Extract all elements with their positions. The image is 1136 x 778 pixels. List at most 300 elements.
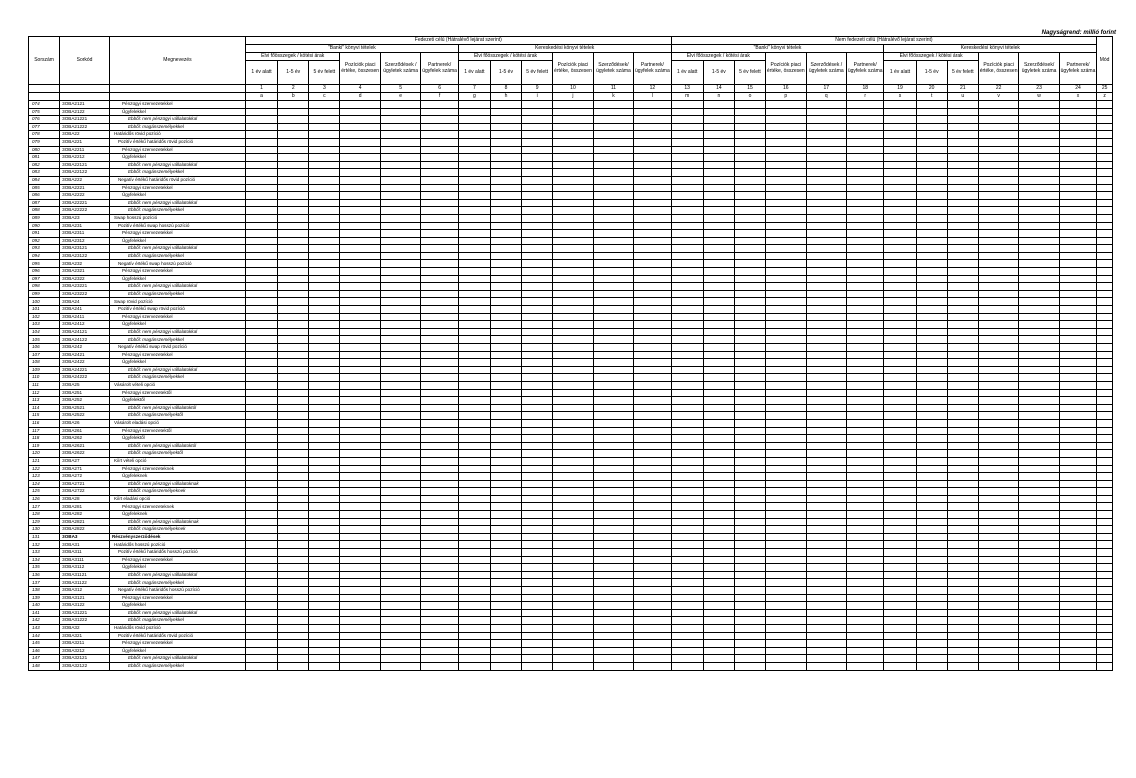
value-cell[interactable]	[916, 457, 947, 465]
value-cell[interactable]	[916, 245, 947, 253]
value-cell[interactable]	[947, 138, 978, 146]
value-cell[interactable]	[522, 131, 553, 139]
value-cell[interactable]	[947, 214, 978, 222]
value-cell[interactable]	[553, 412, 593, 420]
value-cell[interactable]	[916, 146, 947, 154]
value-cell[interactable]	[1059, 321, 1096, 329]
value-cell[interactable]	[490, 571, 521, 579]
value-cell[interactable]	[593, 199, 633, 207]
value-cell[interactable]	[847, 457, 884, 465]
value-cell[interactable]	[340, 662, 380, 670]
value-cell[interactable]	[553, 374, 593, 382]
value-cell[interactable]	[340, 207, 380, 215]
value-cell[interactable]	[458, 290, 490, 298]
value-cell[interactable]	[309, 435, 340, 443]
value-cell[interactable]	[671, 344, 703, 352]
value-cell[interactable]	[847, 511, 884, 519]
value-cell[interactable]	[278, 131, 309, 139]
value-cell[interactable]	[847, 351, 884, 359]
value-cell[interactable]	[380, 503, 420, 511]
value-cell[interactable]	[671, 609, 703, 617]
value-cell[interactable]	[278, 624, 309, 632]
value-cell[interactable]	[947, 450, 978, 458]
value-cell[interactable]	[916, 435, 947, 443]
value-cell[interactable]	[309, 268, 340, 276]
value-cell[interactable]	[766, 154, 806, 162]
value-cell[interactable]	[947, 435, 978, 443]
value-cell[interactable]	[947, 495, 978, 503]
value-cell[interactable]	[553, 465, 593, 473]
value-cell[interactable]	[847, 101, 884, 109]
value-cell[interactable]	[1097, 571, 1113, 579]
value-cell[interactable]	[806, 465, 846, 473]
value-cell[interactable]	[593, 465, 633, 473]
value-cell[interactable]	[847, 381, 884, 389]
value-cell[interactable]	[847, 192, 884, 200]
value-cell[interactable]	[884, 290, 916, 298]
value-cell[interactable]	[806, 321, 846, 329]
value-cell[interactable]	[458, 480, 490, 488]
value-cell[interactable]	[806, 571, 846, 579]
value-cell[interactable]	[553, 617, 593, 625]
value-cell[interactable]	[278, 321, 309, 329]
value-cell[interactable]	[593, 245, 633, 253]
value-cell[interactable]	[309, 298, 340, 306]
value-cell[interactable]	[380, 427, 420, 435]
value-cell[interactable]	[634, 655, 671, 663]
value-cell[interactable]	[884, 579, 916, 587]
value-cell[interactable]	[309, 488, 340, 496]
value-cell[interactable]	[380, 602, 420, 610]
value-cell[interactable]	[309, 230, 340, 238]
value-cell[interactable]	[766, 275, 806, 283]
value-cell[interactable]	[522, 457, 553, 465]
value-cell[interactable]	[245, 176, 277, 184]
value-cell[interactable]	[553, 549, 593, 557]
value-cell[interactable]	[671, 541, 703, 549]
value-cell[interactable]	[421, 351, 458, 359]
value-cell[interactable]	[1019, 237, 1059, 245]
value-cell[interactable]	[806, 138, 846, 146]
value-cell[interactable]	[421, 404, 458, 412]
value-cell[interactable]	[380, 328, 420, 336]
value-cell[interactable]	[671, 336, 703, 344]
value-cell[interactable]	[593, 138, 633, 146]
value-cell[interactable]	[634, 275, 671, 283]
value-cell[interactable]	[380, 533, 420, 541]
value-cell[interactable]	[522, 579, 553, 587]
value-cell[interactable]	[916, 268, 947, 276]
value-cell[interactable]	[553, 222, 593, 230]
value-cell[interactable]	[309, 381, 340, 389]
value-cell[interactable]	[884, 389, 916, 397]
value-cell[interactable]	[278, 374, 309, 382]
value-cell[interactable]	[1059, 366, 1096, 374]
value-cell[interactable]	[380, 321, 420, 329]
value-cell[interactable]	[278, 298, 309, 306]
value-cell[interactable]	[380, 404, 420, 412]
value-cell[interactable]	[309, 154, 340, 162]
value-cell[interactable]	[766, 556, 806, 564]
value-cell[interactable]	[703, 541, 734, 549]
value-cell[interactable]	[978, 541, 1018, 549]
value-cell[interactable]	[806, 662, 846, 670]
value-cell[interactable]	[1059, 427, 1096, 435]
value-cell[interactable]	[703, 290, 734, 298]
value-cell[interactable]	[490, 503, 521, 511]
value-cell[interactable]	[309, 306, 340, 314]
value-cell[interactable]	[1019, 503, 1059, 511]
value-cell[interactable]	[458, 594, 490, 602]
value-cell[interactable]	[916, 511, 947, 519]
value-cell[interactable]	[380, 298, 420, 306]
value-cell[interactable]	[734, 640, 765, 648]
value-cell[interactable]	[1019, 442, 1059, 450]
value-cell[interactable]	[1059, 457, 1096, 465]
value-cell[interactable]	[703, 662, 734, 670]
value-cell[interactable]	[278, 602, 309, 610]
value-cell[interactable]	[806, 374, 846, 382]
value-cell[interactable]	[458, 640, 490, 648]
value-cell[interactable]	[734, 556, 765, 564]
value-cell[interactable]	[806, 268, 846, 276]
value-cell[interactable]	[522, 465, 553, 473]
value-cell[interactable]	[380, 230, 420, 238]
value-cell[interactable]	[734, 268, 765, 276]
value-cell[interactable]	[884, 252, 916, 260]
value-cell[interactable]	[766, 328, 806, 336]
value-cell[interactable]	[703, 245, 734, 253]
value-cell[interactable]	[380, 131, 420, 139]
value-cell[interactable]	[309, 245, 340, 253]
value-cell[interactable]	[978, 169, 1018, 177]
value-cell[interactable]	[671, 480, 703, 488]
value-cell[interactable]	[421, 624, 458, 632]
value-cell[interactable]	[978, 640, 1018, 648]
value-cell[interactable]	[884, 161, 916, 169]
value-cell[interactable]	[806, 351, 846, 359]
value-cell[interactable]	[553, 640, 593, 648]
value-cell[interactable]	[634, 556, 671, 564]
value-cell[interactable]	[978, 662, 1018, 670]
value-cell[interactable]	[734, 298, 765, 306]
value-cell[interactable]	[1097, 549, 1113, 557]
value-cell[interactable]	[490, 640, 521, 648]
value-cell[interactable]	[847, 214, 884, 222]
value-cell[interactable]	[309, 116, 340, 124]
value-cell[interactable]	[916, 465, 947, 473]
value-cell[interactable]	[458, 556, 490, 564]
value-cell[interactable]	[1019, 306, 1059, 314]
value-cell[interactable]	[884, 237, 916, 245]
value-cell[interactable]	[245, 495, 277, 503]
value-cell[interactable]	[766, 655, 806, 663]
value-cell[interactable]	[458, 359, 490, 367]
value-cell[interactable]	[380, 184, 420, 192]
value-cell[interactable]	[884, 222, 916, 230]
value-cell[interactable]	[703, 230, 734, 238]
value-cell[interactable]	[1097, 381, 1113, 389]
value-cell[interactable]	[593, 404, 633, 412]
value-cell[interactable]	[245, 533, 277, 541]
value-cell[interactable]	[634, 503, 671, 511]
value-cell[interactable]	[634, 214, 671, 222]
value-cell[interactable]	[634, 374, 671, 382]
value-cell[interactable]	[671, 283, 703, 291]
value-cell[interactable]	[703, 237, 734, 245]
value-cell[interactable]	[340, 465, 380, 473]
value-cell[interactable]	[1019, 655, 1059, 663]
value-cell[interactable]	[421, 640, 458, 648]
value-cell[interactable]	[671, 632, 703, 640]
value-cell[interactable]	[884, 662, 916, 670]
value-cell[interactable]	[671, 108, 703, 116]
value-cell[interactable]	[703, 260, 734, 268]
value-cell[interactable]	[490, 260, 521, 268]
value-cell[interactable]	[703, 480, 734, 488]
value-cell[interactable]	[884, 214, 916, 222]
value-cell[interactable]	[916, 609, 947, 617]
value-cell[interactable]	[978, 176, 1018, 184]
value-cell[interactable]	[278, 116, 309, 124]
value-cell[interactable]	[593, 549, 633, 557]
value-cell[interactable]	[380, 450, 420, 458]
value-cell[interactable]	[278, 389, 309, 397]
value-cell[interactable]	[671, 624, 703, 632]
value-cell[interactable]	[340, 526, 380, 534]
value-cell[interactable]	[884, 511, 916, 519]
value-cell[interactable]	[978, 222, 1018, 230]
value-cell[interactable]	[703, 389, 734, 397]
value-cell[interactable]	[1019, 397, 1059, 405]
value-cell[interactable]	[978, 617, 1018, 625]
value-cell[interactable]	[1019, 457, 1059, 465]
value-cell[interactable]	[245, 101, 277, 109]
value-cell[interactable]	[1059, 511, 1096, 519]
value-cell[interactable]	[593, 518, 633, 526]
value-cell[interactable]	[380, 647, 420, 655]
value-cell[interactable]	[806, 624, 846, 632]
value-cell[interactable]	[947, 252, 978, 260]
value-cell[interactable]	[421, 131, 458, 139]
value-cell[interactable]	[593, 647, 633, 655]
value-cell[interactable]	[916, 594, 947, 602]
value-cell[interactable]	[884, 101, 916, 109]
value-cell[interactable]	[806, 192, 846, 200]
value-cell[interactable]	[245, 442, 277, 450]
value-cell[interactable]	[490, 655, 521, 663]
value-cell[interactable]	[671, 412, 703, 420]
value-cell[interactable]	[884, 556, 916, 564]
value-cell[interactable]	[766, 564, 806, 572]
value-cell[interactable]	[734, 397, 765, 405]
value-cell[interactable]	[278, 154, 309, 162]
value-cell[interactable]	[884, 306, 916, 314]
value-cell[interactable]	[421, 252, 458, 260]
value-cell[interactable]	[634, 427, 671, 435]
value-cell[interactable]	[703, 640, 734, 648]
value-cell[interactable]	[309, 587, 340, 595]
value-cell[interactable]	[278, 290, 309, 298]
value-cell[interactable]	[490, 328, 521, 336]
value-cell[interactable]	[553, 541, 593, 549]
value-cell[interactable]	[947, 116, 978, 124]
value-cell[interactable]	[884, 374, 916, 382]
value-cell[interactable]	[947, 602, 978, 610]
value-cell[interactable]	[245, 647, 277, 655]
value-cell[interactable]	[634, 412, 671, 420]
value-cell[interactable]	[806, 245, 846, 253]
value-cell[interactable]	[1019, 108, 1059, 116]
value-cell[interactable]	[884, 313, 916, 321]
value-cell[interactable]	[1059, 412, 1096, 420]
value-cell[interactable]	[1097, 268, 1113, 276]
value-cell[interactable]	[1059, 108, 1096, 116]
value-cell[interactable]	[734, 564, 765, 572]
value-cell[interactable]	[766, 594, 806, 602]
value-cell[interactable]	[703, 344, 734, 352]
value-cell[interactable]	[734, 192, 765, 200]
value-cell[interactable]	[245, 480, 277, 488]
value-cell[interactable]	[1097, 169, 1113, 177]
value-cell[interactable]	[947, 480, 978, 488]
value-cell[interactable]	[380, 199, 420, 207]
value-cell[interactable]	[458, 146, 490, 154]
value-cell[interactable]	[978, 214, 1018, 222]
value-cell[interactable]	[734, 169, 765, 177]
value-cell[interactable]	[734, 571, 765, 579]
value-cell[interactable]	[884, 541, 916, 549]
value-cell[interactable]	[245, 138, 277, 146]
value-cell[interactable]	[553, 298, 593, 306]
value-cell[interactable]	[1019, 541, 1059, 549]
value-cell[interactable]	[421, 526, 458, 534]
value-cell[interactable]	[340, 138, 380, 146]
value-cell[interactable]	[309, 101, 340, 109]
value-cell[interactable]	[634, 146, 671, 154]
value-cell[interactable]	[884, 640, 916, 648]
value-cell[interactable]	[703, 419, 734, 427]
value-cell[interactable]	[703, 647, 734, 655]
value-cell[interactable]	[490, 518, 521, 526]
value-cell[interactable]	[309, 138, 340, 146]
value-cell[interactable]	[1059, 252, 1096, 260]
value-cell[interactable]	[1059, 161, 1096, 169]
value-cell[interactable]	[766, 214, 806, 222]
value-cell[interactable]	[421, 556, 458, 564]
value-cell[interactable]	[1019, 624, 1059, 632]
value-cell[interactable]	[1019, 374, 1059, 382]
value-cell[interactable]	[766, 632, 806, 640]
value-cell[interactable]	[734, 533, 765, 541]
value-cell[interactable]	[847, 473, 884, 481]
value-cell[interactable]	[1059, 632, 1096, 640]
value-cell[interactable]	[490, 199, 521, 207]
value-cell[interactable]	[806, 313, 846, 321]
value-cell[interactable]	[884, 571, 916, 579]
value-cell[interactable]	[1019, 404, 1059, 412]
value-cell[interactable]	[916, 617, 947, 625]
value-cell[interactable]	[916, 602, 947, 610]
value-cell[interactable]	[553, 230, 593, 238]
value-cell[interactable]	[1097, 146, 1113, 154]
value-cell[interactable]	[947, 549, 978, 557]
value-cell[interactable]	[278, 419, 309, 427]
value-cell[interactable]	[421, 549, 458, 557]
value-cell[interactable]	[947, 404, 978, 412]
value-cell[interactable]	[671, 427, 703, 435]
value-cell[interactable]	[671, 313, 703, 321]
value-cell[interactable]	[1097, 207, 1113, 215]
value-cell[interactable]	[380, 511, 420, 519]
value-cell[interactable]	[806, 579, 846, 587]
value-cell[interactable]	[806, 381, 846, 389]
value-cell[interactable]	[1097, 108, 1113, 116]
value-cell[interactable]	[847, 252, 884, 260]
value-cell[interactable]	[806, 283, 846, 291]
value-cell[interactable]	[458, 609, 490, 617]
value-cell[interactable]	[916, 116, 947, 124]
value-cell[interactable]	[522, 237, 553, 245]
value-cell[interactable]	[421, 488, 458, 496]
value-cell[interactable]	[847, 222, 884, 230]
value-cell[interactable]	[847, 624, 884, 632]
value-cell[interactable]	[553, 526, 593, 534]
value-cell[interactable]	[806, 328, 846, 336]
value-cell[interactable]	[1059, 564, 1096, 572]
value-cell[interactable]	[245, 359, 277, 367]
value-cell[interactable]	[309, 313, 340, 321]
value-cell[interactable]	[380, 283, 420, 291]
value-cell[interactable]	[458, 632, 490, 640]
value-cell[interactable]	[340, 260, 380, 268]
value-cell[interactable]	[309, 617, 340, 625]
value-cell[interactable]	[978, 442, 1018, 450]
value-cell[interactable]	[245, 207, 277, 215]
value-cell[interactable]	[1059, 579, 1096, 587]
value-cell[interactable]	[553, 313, 593, 321]
value-cell[interactable]	[806, 154, 846, 162]
value-cell[interactable]	[522, 207, 553, 215]
value-cell[interactable]	[978, 503, 1018, 511]
value-cell[interactable]	[671, 587, 703, 595]
value-cell[interactable]	[593, 290, 633, 298]
value-cell[interactable]	[916, 427, 947, 435]
value-cell[interactable]	[884, 503, 916, 511]
value-cell[interactable]	[734, 207, 765, 215]
value-cell[interactable]	[1097, 511, 1113, 519]
value-cell[interactable]	[634, 154, 671, 162]
value-cell[interactable]	[380, 101, 420, 109]
value-cell[interactable]	[1059, 533, 1096, 541]
value-cell[interactable]	[766, 602, 806, 610]
value-cell[interactable]	[1059, 495, 1096, 503]
value-cell[interactable]	[847, 169, 884, 177]
value-cell[interactable]	[1019, 366, 1059, 374]
value-cell[interactable]	[490, 465, 521, 473]
value-cell[interactable]	[947, 237, 978, 245]
value-cell[interactable]	[553, 138, 593, 146]
value-cell[interactable]	[421, 222, 458, 230]
value-cell[interactable]	[593, 594, 633, 602]
value-cell[interactable]	[340, 176, 380, 184]
value-cell[interactable]	[806, 457, 846, 465]
value-cell[interactable]	[490, 624, 521, 632]
value-cell[interactable]	[703, 336, 734, 344]
value-cell[interactable]	[947, 108, 978, 116]
value-cell[interactable]	[340, 169, 380, 177]
value-cell[interactable]	[947, 571, 978, 579]
